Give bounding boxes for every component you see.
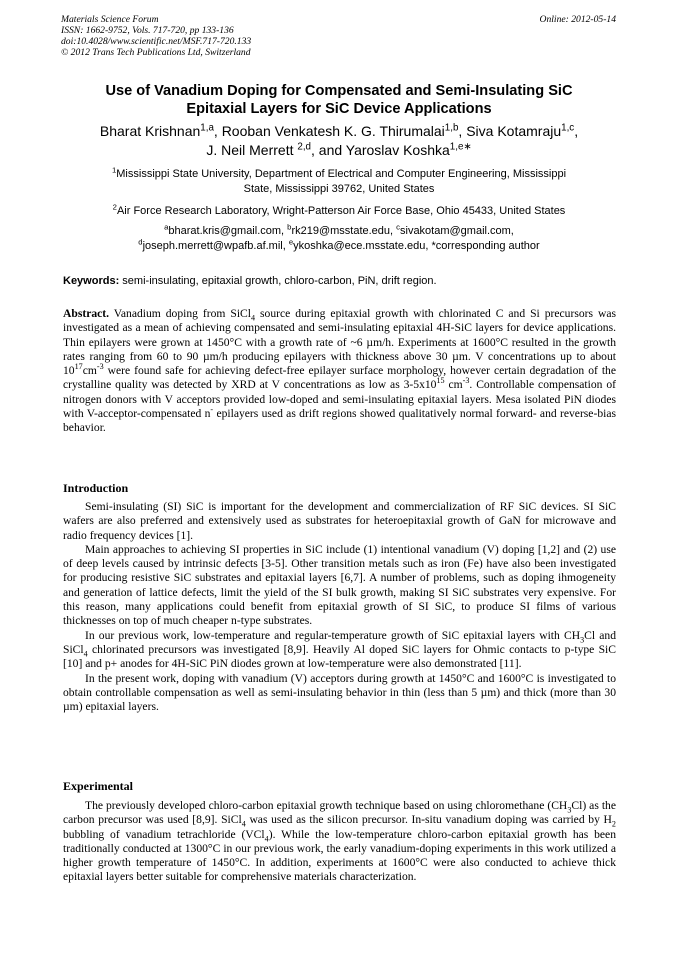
affiliation-2: [50, 204, 628, 219]
affiliation-text: Mississippi State University, Department of Electrical and Computer Engineering, Mississippi: [116, 168, 567, 180]
affiliation-1-line-2: State, Mississippi 39762, United States: [243, 183, 435, 195]
doi-line: doi:10.4028/www.scientific.net/MSF.717-720.133: [61, 36, 252, 47]
abstract-text: cm: [82, 364, 97, 378]
author-affil-sup: 1,e∗: [449, 141, 472, 153]
paragraph-text: In our previous work, low-temperature and regular-temperature growth of SiC epitaxial layers with CH: [85, 628, 581, 642]
paragraph-text: Cl and SiCl: [63, 628, 616, 656]
paragraph-text: ). While the low-temperature chloro-carbon epitaxial growth has been traditionally conducted at 1300°C in our previous work, the early vanadium-doping experiments in this work utilized a higher growth temperature of 1450°C. In addition, experiments at 1600°C were also conducted to achieve thick epitaxial layers better suitable for comprehensive materials characterization.: [63, 827, 616, 884]
experimental-heading: Experimental: [63, 779, 133, 793]
email-line-2: [50, 239, 628, 254]
paragraph-text: The previously developed chloro-carbon epitaxial growth technique based on using chloromethane (CH: [85, 799, 568, 812]
author-emails: [50, 224, 628, 254]
author-name: , Rooban Venkatesh K. G. Thirumalai: [213, 123, 445, 139]
title-line-2: Epitaxial Layers for SiC Device Applications: [186, 101, 492, 117]
abstract-text: were found safe for achieving defect-free epilayer surface morphology, however certain degradation of the crystalline quality was detected by XRD at V concentrations as low as 3-5x10: [63, 364, 616, 392]
email-line-1: [50, 224, 628, 239]
email-sup: a: [164, 222, 169, 232]
affiliation-number: 2: [112, 202, 117, 212]
subscript: 4: [83, 649, 88, 659]
author-line-1: [40, 122, 638, 141]
issn-line: ISSN: 1662-9752, Vols. 717-720, pp 133-136: [61, 25, 234, 36]
abstract-superscript: -3: [462, 376, 470, 386]
subscript: 3: [580, 634, 585, 644]
abstract: [63, 307, 616, 436]
paragraph-text: Cl) as the carbon precursor was used [8,9]. SiCl: [63, 799, 616, 827]
author-name: , Siva Kotamraju: [458, 123, 562, 139]
paragraph: [63, 629, 616, 672]
subscript: 2: [611, 819, 616, 829]
journal-header: [61, 14, 251, 58]
affiliation-1-line-1: [50, 167, 628, 182]
subscript: 4: [241, 819, 246, 829]
abstract-superscript: 15: [436, 376, 445, 386]
abstract-subscript: 4: [251, 313, 256, 323]
paragraph-text: chlorinated precursors was investigated [8,9]. Heavily Al doped SiC layers for Ohmic contacts to p-type SiC [10] and p+ anodes for 4H-SiC PiN diodes grown at low-temperature were also demonstrated [11].: [63, 642, 616, 671]
paper-title: [40, 82, 638, 118]
abstract-text: source during epitaxial growth with chlorinated C and Si precursors was investigated as a mean of achieving compensated and semi-insulating epitaxial 4H-SiC layers for device applications. Thin epilayers were grown at 1450°C with a growth rate of ~6 µm/h. Experiments at 1600°C resulted in the growth rates ranging from 60 to 90 µm/h producing epilayers with thickness above 30 µm. V concentrations up to about 10: [63, 307, 616, 378]
author-affil-sup: 1,c: [561, 122, 575, 134]
email-sup: b: [287, 222, 292, 232]
abstract-label: Abstract.: [63, 307, 110, 320]
author-separator: ,: [574, 123, 579, 139]
author-list: [40, 122, 638, 160]
keywords-text: semi-insulating, epitaxial growth, chloro-carbon, PiN, drift region.: [119, 275, 437, 287]
keywords: [63, 274, 619, 288]
abstract-superscript: 17: [74, 362, 83, 372]
email-sup: c: [396, 222, 400, 232]
author-affil-sup: 1,a: [200, 122, 214, 134]
email-sup: d: [138, 237, 143, 247]
subscript: 3: [567, 805, 572, 815]
copyright-line: © 2012 Trans Tech Publications Ltd, Switzerland: [61, 47, 251, 58]
paragraph: Semi-insulating (SI) SiC is important for the development and commercialization of RF SiC devices. SI SiC wafers are also preferred and extensively used as substrates for heteroepitaxial growth of GaN for microwave and radio frequency devices [1].: [63, 500, 616, 542]
journal-name: Materials Science Forum: [61, 14, 159, 25]
email-sup: e: [288, 237, 294, 247]
email-b: rk219@msstate.edu,: [291, 225, 397, 237]
abstract-superscript: -3: [96, 362, 104, 372]
online-date: Online: 2012-05-14: [539, 14, 616, 25]
email-d: joseph.merrett@wpafb.af.mil,: [142, 240, 289, 252]
title-line-1: Use of Vanadium Doping for Compensated and Semi-Insulating SiC: [105, 83, 573, 99]
abstract-text: cm: [444, 378, 463, 392]
introduction-heading: Introduction: [63, 481, 129, 495]
author-name: , and Yaroslav Koshka: [311, 142, 450, 158]
email-c: sivakotam@gmail.com,: [400, 225, 514, 237]
abstract-text: . Controllable compensation of nitrogen donors with V acceptors provided low-doped and semi-insulating epitaxial layers. Mesa isolated PiN diodes with V-acceptor-compensated n: [63, 378, 617, 421]
affiliation-number: 1: [111, 165, 117, 175]
author-affil-sup: 2,d: [297, 141, 311, 153]
affiliation-text: Air Force Research Laboratory, Wright-Patterson Air Force Base, Ohio 45433, United States: [116, 205, 566, 217]
keywords-label: Keywords:: [63, 275, 120, 287]
abstract-text: epilayers used as drift regions showed qualitatively normal forward- and reverse-bias behavior.: [63, 407, 616, 435]
experimental-body: [63, 799, 616, 885]
author-affil-sup: 1,b: [444, 122, 459, 134]
author-line-2: [40, 141, 638, 160]
paragraph-text: bubbling of vanadium tetrachloride (VCl: [63, 827, 265, 841]
paragraph-text: was used as the silicon precursor. In-situ vanadium doping was carried by H: [245, 813, 612, 827]
abstract-superscript: -: [210, 405, 214, 415]
email-e: ykoshka@ece.msstate.edu, *corresponding author: [293, 240, 540, 252]
introduction-body: [63, 500, 616, 714]
affiliation-1: [50, 167, 628, 197]
paragraph: [63, 799, 616, 885]
paragraph: Main approaches to achieving SI properties in SiC include (1) intentional vanadium (V) doping [1,2] and (2) use of deep levels caused by intrinsic defects [3-5]. Other transition metals such as iron (Fe) have also been investigated for producing resistive SiC substrates and epitaxial layers [6,7]. A number of problems, such as doping ihmogeneity and generation of lattice defects, limit the yield of the SI bulk growth, making SI SiC substrates very expensive. For this reason, many applications could benefit from epitaxial growth of SI SiC, to produce SI films of various thicknesses on top of much cheaper n-type substrates.: [63, 542, 616, 628]
abstract-text: Vanadium doping from SiCl: [109, 307, 251, 320]
paragraph: In the present work, doping with vanadium (V) acceptors during growth at 1450°C and 1600°C is investigated to obtain controllable compensation as well as semi-insulating behavior in thin (less than 5 µm) and thick (more than 30 µm) epitaxial layers.: [63, 671, 616, 714]
email-a: bharat.kris@gmail.com,: [168, 225, 288, 237]
author-name: Bharat Krishnan: [99, 123, 201, 139]
subscript: 4: [264, 833, 269, 843]
author-name: J. Neil Merrett: [206, 142, 298, 158]
